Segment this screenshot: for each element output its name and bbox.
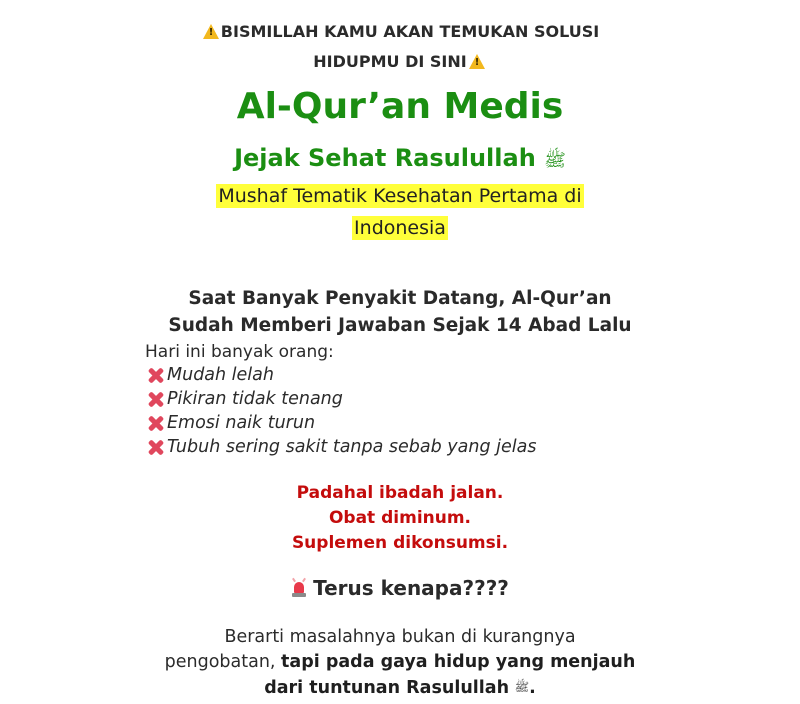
list-item bbox=[145, 411, 800, 435]
contrast-line-1: Padahal ibadah jalan. bbox=[296, 483, 504, 503]
saw-glyph: ﷺ bbox=[544, 150, 566, 171]
product-tagline bbox=[185, 180, 615, 244]
tagline-line-2: Indonesia bbox=[354, 217, 446, 239]
symptom-list bbox=[0, 363, 800, 459]
warning-icon bbox=[469, 54, 485, 69]
question-heading bbox=[0, 573, 800, 603]
list-item bbox=[145, 387, 800, 411]
warning-headline bbox=[0, 17, 800, 47]
closing-line-2 bbox=[0, 650, 800, 675]
contrast-line-3: Suplemen dikonsumsi. bbox=[291, 533, 509, 553]
problem-heading bbox=[0, 285, 800, 339]
cross-mark-icon bbox=[145, 413, 167, 433]
siren-icon bbox=[291, 578, 307, 598]
closing-end-punct: . bbox=[529, 678, 536, 698]
symptom-text: Mudah lelah bbox=[167, 365, 274, 385]
product-title: Al-Qur’an Medis bbox=[236, 86, 564, 127]
problem-intro: Hari ini banyak orang: bbox=[145, 342, 334, 362]
symptom-text: Emosi naik turun bbox=[167, 413, 316, 433]
warning-line-1: BISMILLAH KAMU AKAN TEMUKAN SOLUSI bbox=[220, 22, 600, 41]
cross-mark-icon bbox=[145, 389, 167, 409]
cross-mark-icon bbox=[145, 365, 167, 385]
contrast-block bbox=[0, 481, 800, 556]
product-subtitle-row bbox=[0, 138, 800, 181]
saw-glyph: ﷺ bbox=[514, 680, 530, 694]
closing-line-2-bold: tapi pada gaya hidup yang menjauh bbox=[281, 652, 636, 672]
warning-line-2: HIDUPMU DI SINI bbox=[313, 52, 467, 71]
symptom-text: Tubuh sering sakit tanpa sebab yang jelas bbox=[167, 437, 537, 457]
closing-line-1: Berarti masalahnya bukan di kurangnya bbox=[224, 627, 576, 647]
symptom-text: Pikiran tidak tenang bbox=[167, 389, 343, 409]
question-text: Terus kenapa???? bbox=[313, 576, 509, 600]
closing-line-2-normal: pengobatan, bbox=[164, 652, 282, 672]
problem-heading-line-1: Saat Banyak Penyakit Datang, Al-Qur’an bbox=[188, 288, 612, 309]
warning-headline-2 bbox=[0, 47, 800, 77]
tagline-line-1: Mushaf Tematik Kesehatan Pertama di bbox=[218, 185, 582, 207]
list-item bbox=[145, 363, 800, 387]
product-subtitle: Jejak Sehat Rasulullah bbox=[234, 144, 536, 172]
contrast-line-2: Obat diminum. bbox=[328, 508, 472, 528]
closing-line-3 bbox=[0, 675, 800, 701]
cross-mark-icon bbox=[145, 437, 167, 457]
warning-icon bbox=[203, 24, 219, 39]
closing-paragraph bbox=[0, 625, 800, 701]
closing-line-3-bold: dari tuntunan Rasulullah bbox=[264, 678, 510, 698]
problem-heading-line-2: Sudah Memberi Jawaban Sejak 14 Abad Lalu bbox=[168, 315, 632, 336]
list-item bbox=[145, 435, 800, 459]
